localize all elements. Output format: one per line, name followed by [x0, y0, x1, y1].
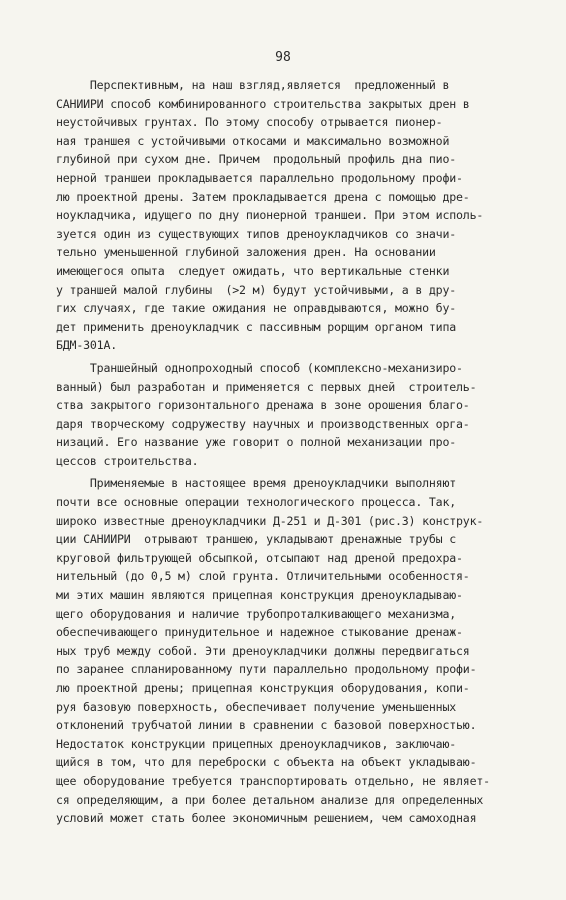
text-line: щего оборудования и наличие трубопроталкивающего механизма,	[56, 606, 457, 621]
text-line: нерной траншеи прокладывается параллельно продольному профи-	[56, 170, 463, 185]
text-line: САНИИРИ способ комбинированного строительства закрытых дрен в	[56, 96, 470, 111]
text-line: Недостаток конструкции прицепных дреноукладчиков, заключаю-	[56, 736, 457, 751]
text-line: тельно уменьшенной глубиной заложения дрен. На основании	[56, 245, 436, 260]
text-line: неустойчивых грунтах. По этому способу отрывается пионер-	[56, 115, 443, 130]
text-line: имеющегося опыта следует ожидать, что вертикальные стенки	[56, 263, 450, 278]
text-line: ноукладчика, идущего по дну пионерной траншеи. При этом исполь-	[56, 208, 484, 223]
body-text	[56, 76, 526, 828]
text-line: зуется один из существующих типов дреноукладчиков со значи-	[56, 226, 457, 241]
page-number: 98	[275, 50, 291, 65]
text-line: БДМ-301А.	[56, 338, 118, 353]
text-line: даря творческому содружеству научных и производственных орга-	[56, 416, 470, 431]
text-line: ванный) был разработан и применяется с первых дней строитель-	[56, 379, 477, 394]
text-line: обеспечивающего принудительное и надежное стыкование дренаж-	[56, 625, 463, 640]
text-line: ся определяющим, а при более детальном анализе для определенных	[56, 792, 484, 807]
text-line: широко известные дреноукладчики Д-251 и Д-301 (рис.3) конструк-	[56, 513, 484, 528]
text-line: руя базовую поверхность, обеспечивает получение уменьшенных	[56, 699, 457, 714]
text-line: ми этих машин являются прицепная конструкция дреноукладываю-	[56, 588, 463, 603]
text-line: щийся в том, что для переброски с объекта на объект укладываю-	[56, 755, 477, 770]
text-line: цессов строительства.	[56, 453, 199, 468]
text-line: лю проектной дрены; прицепная конструкция оборудования, копи-	[56, 681, 470, 695]
text-line: ства закрытого горизонтального дренажа в зоне орошения благо-	[56, 398, 470, 413]
text-line: Траншейный однопроходный способ (комплексно-механизиро-	[56, 360, 463, 375]
text-line: дет применить дреноукладчик с пассивным рорщим органом типа	[56, 319, 457, 334]
text-line: ции САНИИРИ отрывают траншею, укладывают дренажные трубы с	[56, 532, 457, 547]
text-line: Применяемые в настоящее время дреноукладчики выполняют	[56, 476, 457, 491]
text-line: круговой фильтрующей обсыпкой, отсыпают над дреной предохра-	[56, 550, 463, 565]
text-line: почти все основные операции технологического процесса. Так,	[56, 495, 457, 510]
paragraph-1	[56, 76, 526, 355]
text-line: гих случаях, где такие ожидания не оправдываются, можно бу-	[56, 301, 457, 316]
text-line: глубиной при сухом дне. Причем продольный профиль дна пио-	[56, 152, 457, 167]
text-line: ная траншея с устойчивыми откосами и максимально возможной	[56, 133, 450, 148]
text-line: отклонений трубчатой линии в сравнении с базовой поверхностью.	[56, 718, 477, 733]
paragraph-2	[56, 359, 526, 471]
text-line: щее оборудование требуется транспортировать отдельно, не являет-	[56, 773, 490, 788]
text-line: ных труб между собой. Эти дреноукладчики должны передвигаться	[56, 643, 470, 658]
text-line: условий может стать более экономичным решением, чем самоходная	[56, 811, 477, 826]
text-line: Перспективным, на наш взгляд,является предложенный в	[56, 78, 450, 92]
text-line: низаций. Его название уже говорит о полной механизации про-	[56, 435, 457, 450]
text-line: нительный (до 0,5 м) слой грунта. Отличительными особенностя-	[56, 569, 470, 584]
paragraph-3	[56, 474, 526, 827]
text-line: по заранее спланированному пути параллельно продольному профи-	[56, 662, 477, 677]
text-line: лю проектной дрены. Затем прокладывается дрена с помощью дре-	[56, 189, 470, 204]
text-line: у траншей малой глубины (>2 м) будут устойчивыми, а в дру-	[56, 282, 457, 297]
